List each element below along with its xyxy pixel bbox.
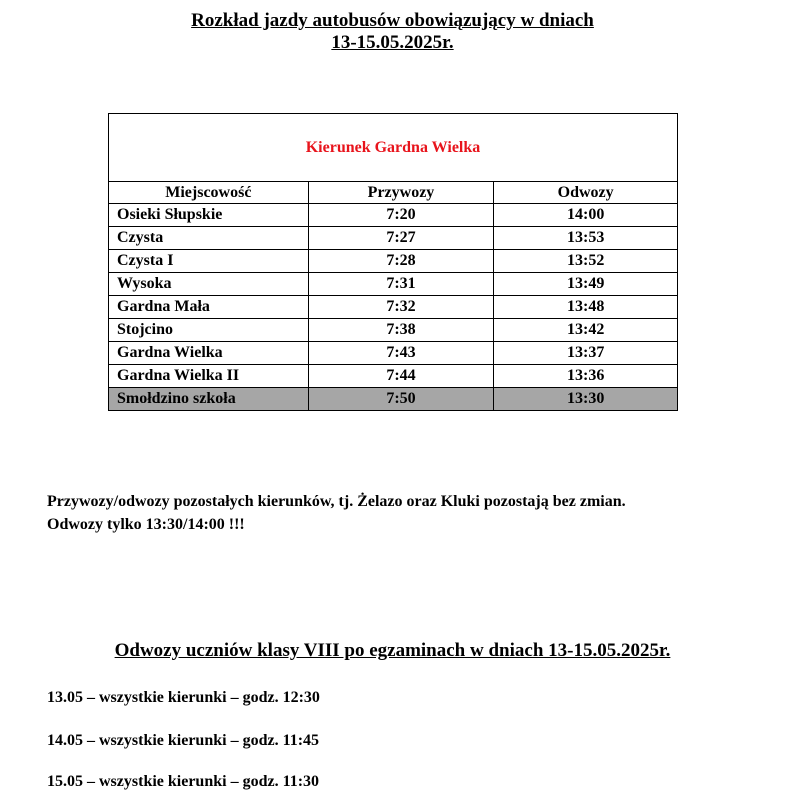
table-header-row xyxy=(109,182,678,204)
exam-departure-item: 14.05 – wszystkie kierunki – godz. 11:45 xyxy=(47,732,320,749)
arrival-cell: 7:20 xyxy=(308,204,494,227)
arrival-cell: 7:38 xyxy=(308,319,494,342)
direction-row xyxy=(109,114,678,182)
place-cell: Czysta I xyxy=(109,250,309,273)
exam-departure-item: 15.05 – wszystkie kierunki – godz. 11:30 xyxy=(47,773,320,790)
arrival-cell: 7:31 xyxy=(308,273,494,296)
page-title-line1: Rozkład jazdy autobusów obowiązujący w dniach xyxy=(191,10,594,31)
table-row-highlighted xyxy=(109,388,678,411)
departure-cell: 13:53 xyxy=(494,227,678,250)
place-cell: Wysoka xyxy=(109,273,309,296)
departure-cell: 13:30 xyxy=(494,388,678,411)
arrival-cell: 7:43 xyxy=(308,342,494,365)
table-row xyxy=(109,296,678,319)
table-row xyxy=(109,273,678,296)
note-line1: Przywozy/odwozy pozostałych kierunków, tj. Żelazo oraz Kluki pozostają bez zmian. xyxy=(47,493,626,510)
table-row xyxy=(109,319,678,342)
place-cell: Stojcino xyxy=(109,319,309,342)
table-row xyxy=(109,365,678,388)
departure-cell: 13:52 xyxy=(494,250,678,273)
direction-label: Kierunek Gardna Wielka xyxy=(109,114,678,182)
departure-cell: 14:00 xyxy=(494,204,678,227)
arrival-cell: 7:27 xyxy=(308,227,494,250)
place-cell: Gardna Wielka II xyxy=(109,365,309,388)
departure-cell: 13:37 xyxy=(494,342,678,365)
schedule-table xyxy=(108,113,678,411)
arrival-cell: 7:32 xyxy=(308,296,494,319)
column-header-departure: Odwozy xyxy=(494,182,678,204)
exam-departure-item: 13.05 – wszystkie kierunki – godz. 12:30 xyxy=(47,689,320,706)
arrival-cell: 7:28 xyxy=(308,250,494,273)
exam-section-title: Odwozy uczniów klasy VIII po egzaminach w dniach 13-15.05.2025r. xyxy=(114,640,671,661)
table-row xyxy=(109,342,678,365)
departure-cell: 13:49 xyxy=(494,273,678,296)
note-line2: Odwozy tylko 13:30/14:00 !!! xyxy=(47,516,245,533)
table-row xyxy=(109,250,678,273)
place-cell: Czysta xyxy=(109,227,309,250)
departure-cell: 13:42 xyxy=(494,319,678,342)
table-row xyxy=(109,204,678,227)
place-cell: Gardna Mała xyxy=(109,296,309,319)
place-cell: Osieki Słupskie xyxy=(109,204,309,227)
page-title-line2: 13-15.05.2025r. xyxy=(331,32,454,53)
arrival-cell: 7:50 xyxy=(308,388,494,411)
arrival-cell: 7:44 xyxy=(308,365,494,388)
column-header-arrival: Przywozy xyxy=(308,182,494,204)
departure-cell: 13:48 xyxy=(494,296,678,319)
place-cell: Gardna Wielka xyxy=(109,342,309,365)
table-row xyxy=(109,227,678,250)
departure-cell: 13:36 xyxy=(494,365,678,388)
column-header-place: Miejscowość xyxy=(109,182,309,204)
place-cell: Smołdzino szkoła xyxy=(109,388,309,411)
